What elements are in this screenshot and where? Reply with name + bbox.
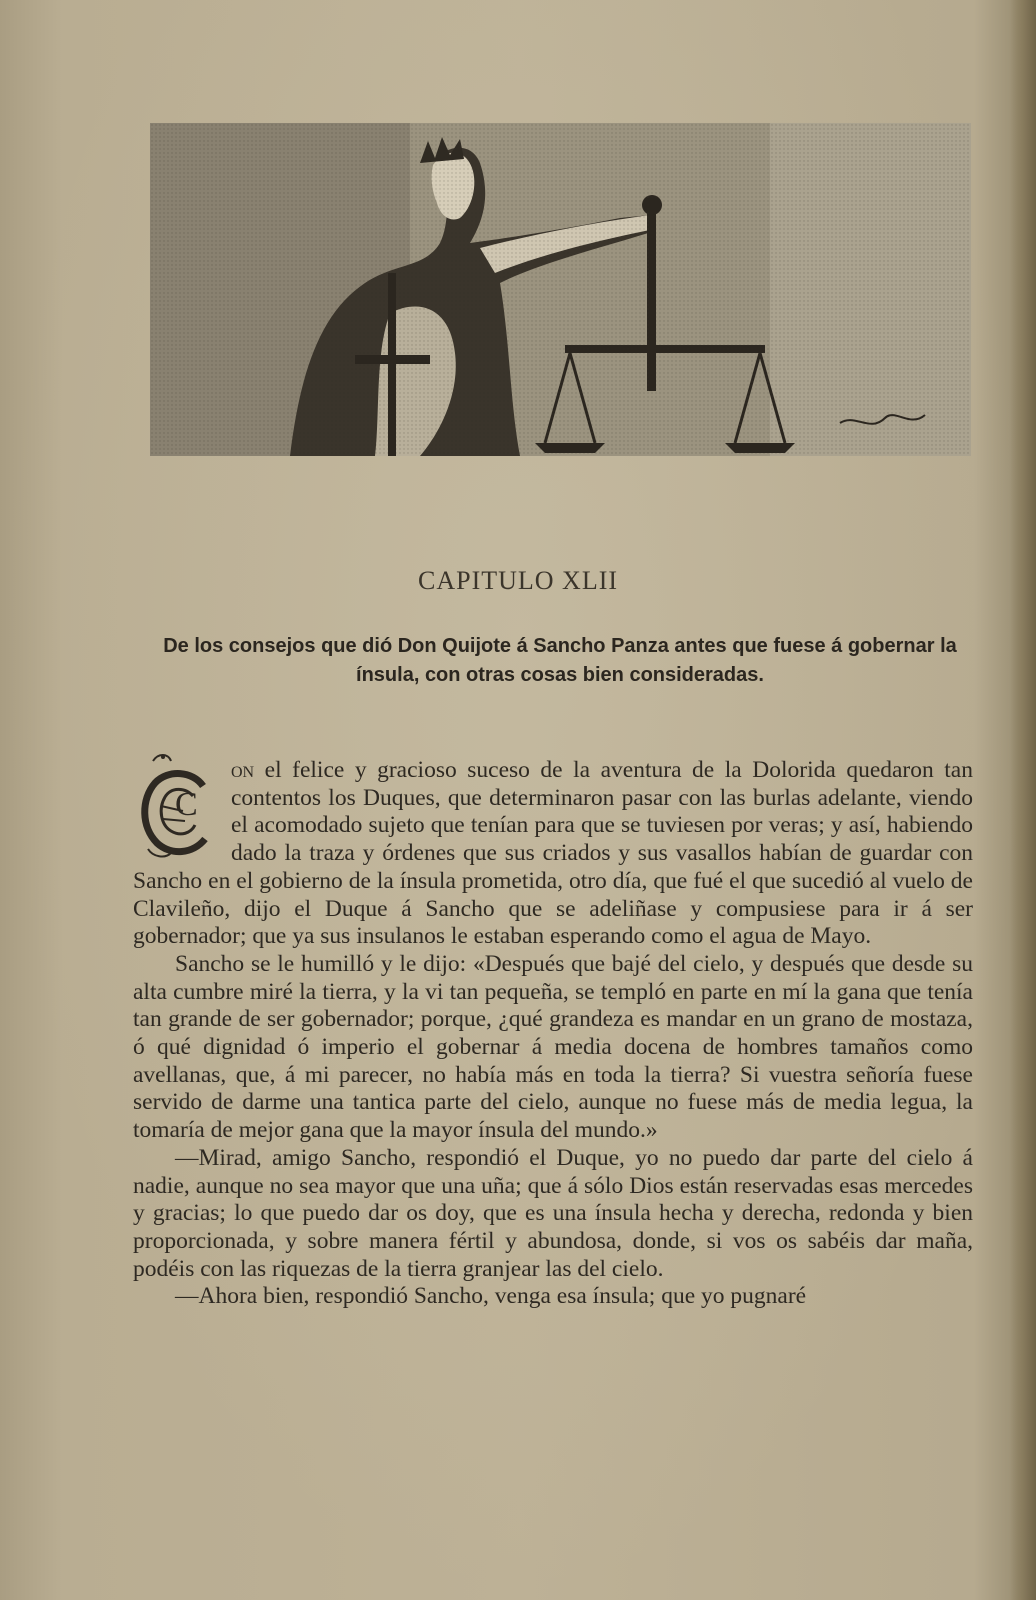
paragraph: —Ahora bien, respondió Sancho, venga esa ínsula; que yo pugnaré: [175, 1283, 807, 1310]
ornamental-initial: [133, 751, 223, 863]
chapter-heading: CAPITULO XLII: [417, 566, 619, 595]
chapter-text: [133, 757, 973, 1311]
paragraph-1-text: el felice y gracioso suceso de la aventura de la Dolorida quedaron tan contentos los Duques, que determinaron pasar con las burlas adelante, viendo el acomodado sujeto que tenían para que se tuviesen por veras; y así, habiendo dado la traza y órdenes que sus criados y sus vasallos habían de guardar con Sancho en el gobierno de la ínsula prometida, otro día, que fué el que sucedió al vuelo de Clavileño, dijo el Duque á Sancho que se adeliñase y compusiese para ir á ser gobernador; que ya sus insulanos le estaban esperando como el agua de Mayo.: [133, 757, 973, 950]
justice-illustration: [150, 123, 971, 456]
paragraph: Sancho se le humilló y le dijo: «Después que bajé del cielo, y después que desde su alta cumbre miré la tierra, y la vi tan pequeña, se templó en parte en mí la gana que tenía tan grande de ser gobernador; porque, ¿qué grandeza es mandar en un grano de mostaza, ó qué dignidad ó imperio el gobernar á media docena de hombres tamaños como avellanas, que, á mi parecer, no había más en toda la tierra? Si vuestra señoría fuese servido de darme una tantica parte del cielo, aunque no fuese más de media legua, la tomaría de mejor gana que la mayor ínsula del mundo.»: [133, 950, 973, 1144]
paragraph: —Mirad, amigo Sancho, respondió el Duque, yo no puedo dar parte del cielo á nadie, aunque no sea mayor que una uña; que á sólo Dios están reservadas esas mercedes y gracias; lo que puedo dar os doy, que es una ínsula hecha y derecha, redonda y bien proporcionada, y sobre manera fértil y abundosa, donde, si vos os sabéis dar maña, podéis con las riquezas de la tierra granjear las del cielo.: [133, 1144, 973, 1282]
opening-small-caps: on: [231, 757, 255, 783]
paragraph: [133, 757, 973, 951]
chapter-summary: De los consejos que dió Don Quijote á Sancho Panza antes que fuese á gobernar la ínsula, con otras cosas bien consideradas.: [163, 635, 957, 686]
drop-cap-letter: C: [175, 786, 198, 823]
page-edge-shadow: [1010, 0, 1036, 1600]
